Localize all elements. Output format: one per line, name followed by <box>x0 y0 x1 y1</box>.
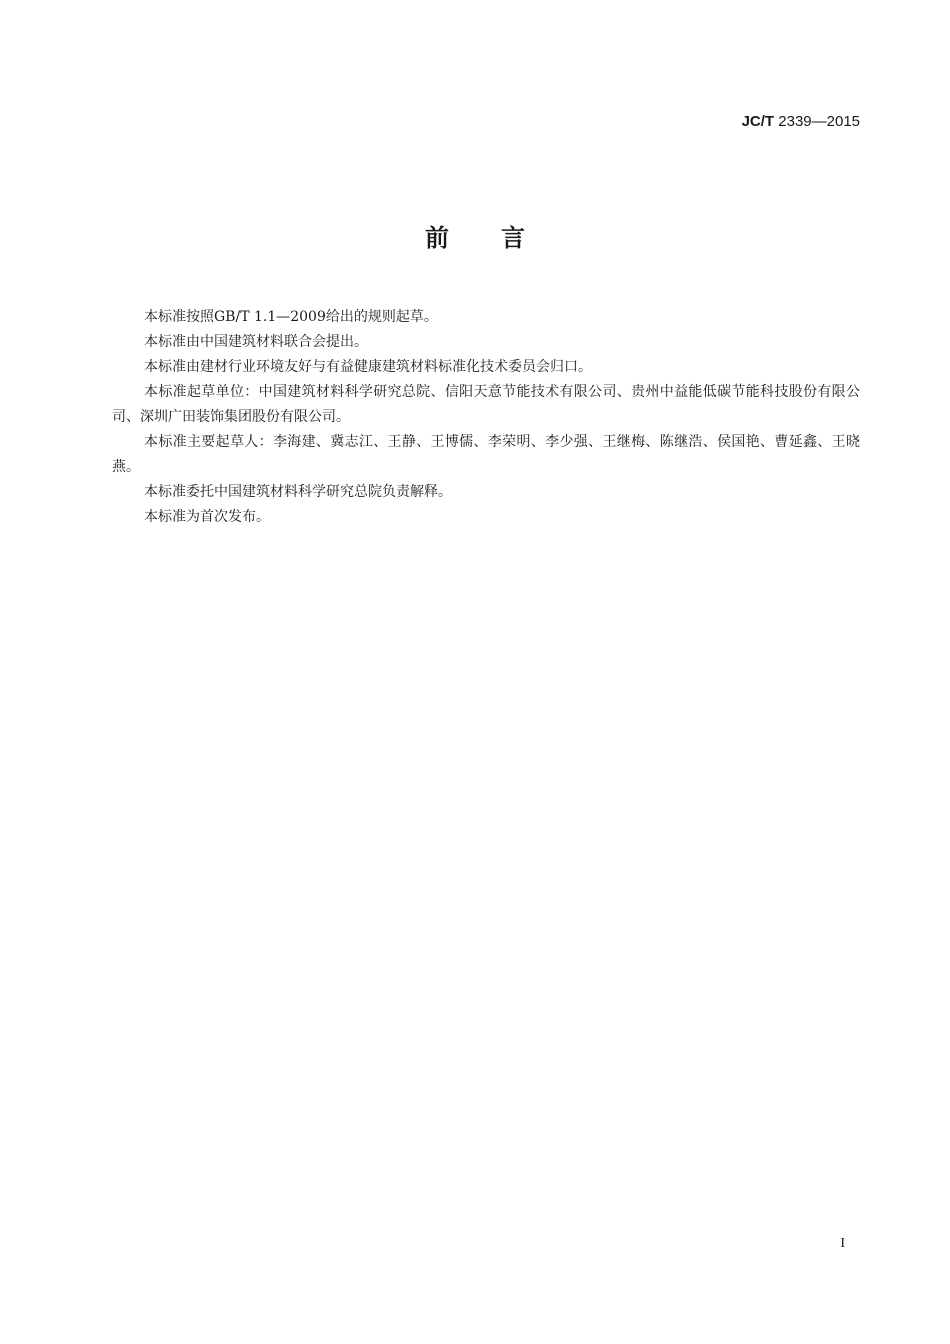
paragraph-interpretation: 本标准委托中国建筑材料科学研究总院负责解释。 <box>144 484 452 500</box>
paragraph-drafting-units: 本标准起草单位：中国建筑材料科学研究总院、信阳天意节能技术有限公司、贵州中益能低碳节能科技股份有限公司、深圳广田装饰集团股份有限公司。 <box>112 384 860 425</box>
standard-code-prefix: JC/T <box>741 113 775 130</box>
page-title: 前言 <box>425 224 577 252</box>
standard-code-number: 2339—2015 <box>774 113 860 130</box>
paragraph-drafting-rules: 本标准按照GB/T 1.1—2009给出的规则起草。 <box>144 309 438 325</box>
standard-code <box>742 113 860 130</box>
paragraph-drafters: 本标准主要起草人：李海建、冀志江、王静、王博儒、李荣明、李少强、王继梅、陈继浩、侯国艳、曹延鑫、王晓燕。 <box>112 434 860 475</box>
paragraph-proposed-by: 本标准由中国建筑材料联合会提出。 <box>144 334 368 350</box>
paragraph-centralized-by: 本标准由建材行业环境友好与有益健康建筑材料标准化技术委员会归口。 <box>144 359 592 375</box>
page-number: I <box>840 1236 845 1251</box>
foreword-body <box>112 305 860 530</box>
paragraph-first-release: 本标准为首次发布。 <box>144 509 270 525</box>
